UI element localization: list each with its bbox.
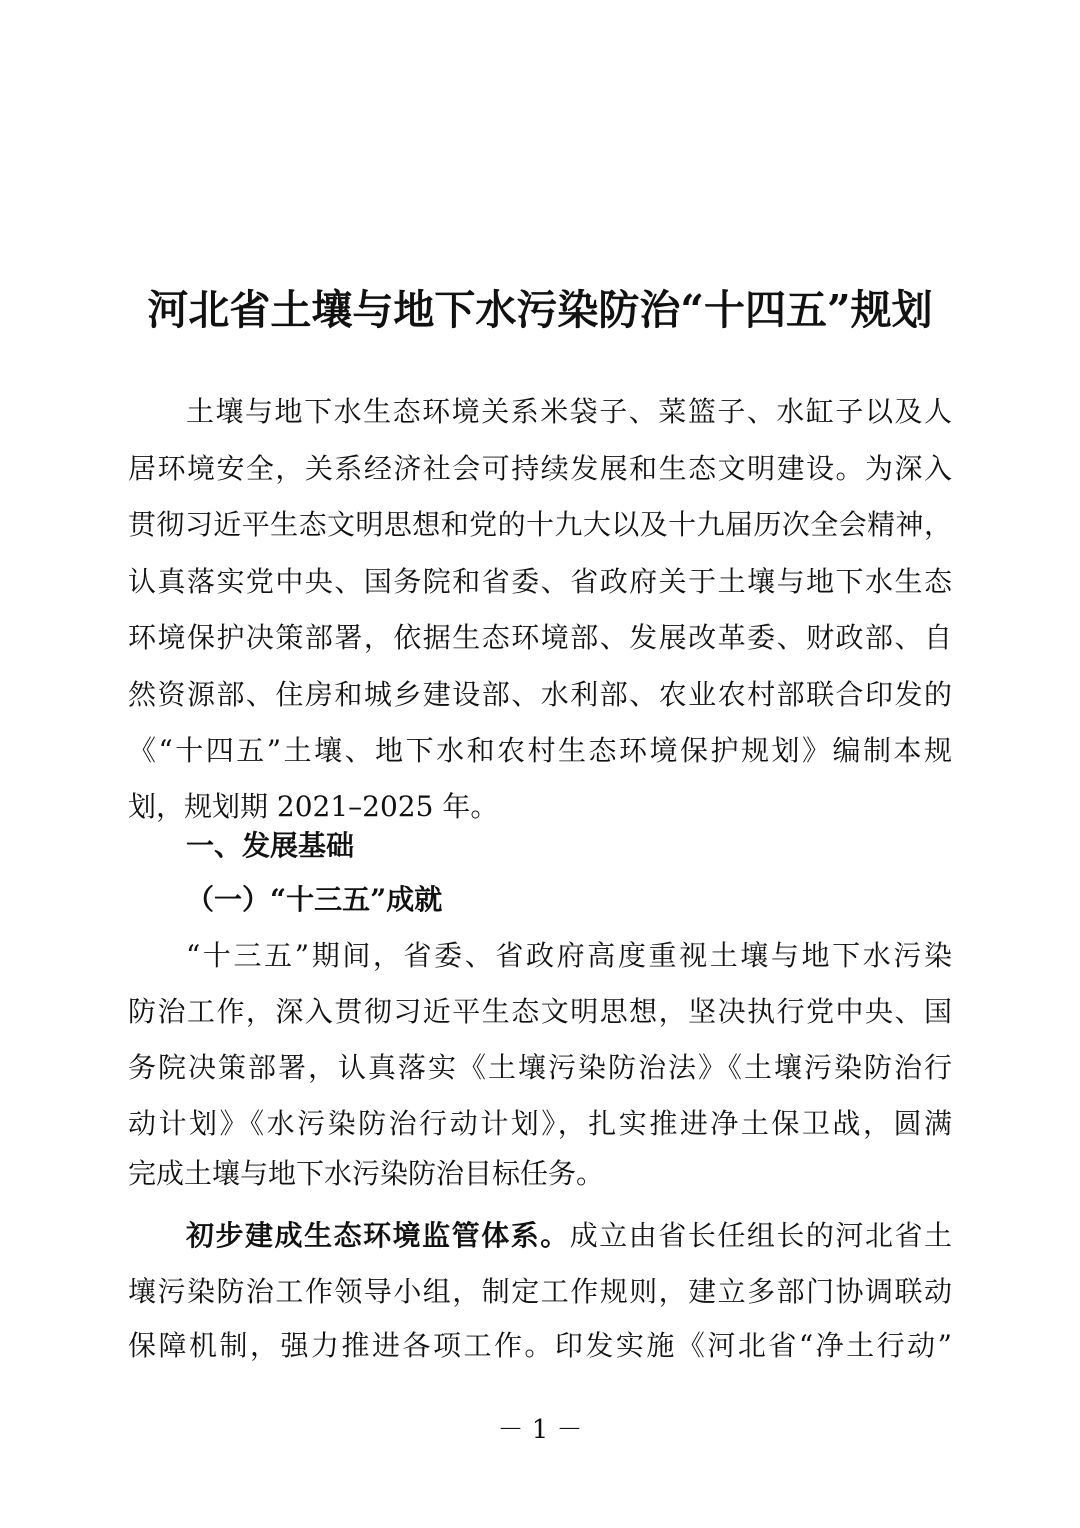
paragraph-line: “十三五”期间，省委、省政府高度重视土壤与地下水污染	[186, 939, 952, 972]
intro-line: 环境保护决策部署，依据生态环境部、发展改革委、财政部、自	[128, 621, 952, 654]
intro-line: 土壤与地下水生态环境关系米袋子、菜篮子、水缸子以及人	[186, 395, 952, 428]
intro-line: 划，规划期 2021–2025 年。	[128, 790, 499, 823]
paragraph-line: 务院决策部署，认真落实《土壤污染防治法》《土壤污染防治行	[128, 1051, 952, 1084]
subsection-heading: （一）“十三五”成就	[186, 883, 443, 916]
paragraph-line: 完成土壤与地下水污染防治目标任务。	[128, 1157, 605, 1190]
intro-line: 贯彻习近平生态文明思想和党的十九大以及十九届历次全会精神，	[128, 508, 952, 541]
lead-rest: 成立由省长任组长的河北省土	[569, 1219, 952, 1252]
paragraph-line: 保障机制，强力推进各项工作。印发实施《河北省“净土行动”	[128, 1329, 952, 1362]
intro-line: 《“十四五”土壤、地下水和农村生态环境保护规划》编制本规	[128, 734, 952, 767]
bold-lead: 初步建成生态环境监管体系。	[186, 1219, 570, 1252]
page-number: － 1 －	[497, 1415, 583, 1445]
intro-line: 居环境安全，关系经济社会可持续发展和生态文明建设。为深入	[128, 452, 952, 485]
intro-line: 然资源部、住房和城乡建设部、水利部、农业农村部联合印发的	[128, 678, 952, 711]
document-title: 河北省土壤与地下水污染防治“十四五”规划	[147, 286, 933, 334]
section-heading: 一、发展基础	[186, 829, 355, 862]
paragraph-line: 壤污染防治工作领导小组，制定工作规则，建立多部门协调联动	[128, 1275, 952, 1308]
paragraph-line	[128, 1208, 952, 1264]
paragraph-line: 防治工作，深入贯彻习近平生态文明思想，坚决执行党中央、国	[128, 995, 952, 1028]
intro-line: 认真落实党中央、国务院和省委、省政府关于土壤与地下水生态	[128, 565, 952, 598]
paragraph-line: 动计划》《水污染防治行动计划》，扎实推进净土保卫战，圆满	[128, 1107, 952, 1140]
